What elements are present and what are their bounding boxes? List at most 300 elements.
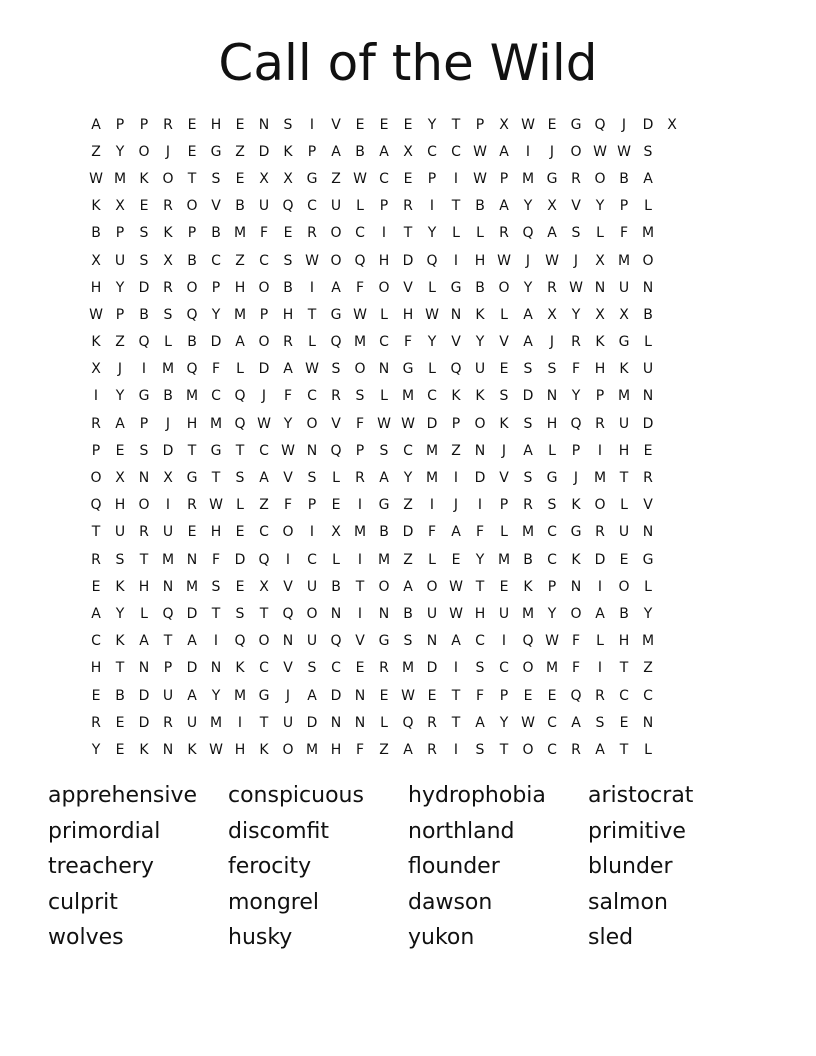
word-list-item: sled xyxy=(588,925,634,950)
grid-row xyxy=(84,600,732,627)
grid-letter: I xyxy=(309,279,315,296)
grid-letter: S xyxy=(283,116,293,133)
grid-letter: Y xyxy=(427,116,437,133)
grid-letter: K xyxy=(139,170,149,187)
grid-letter: B xyxy=(643,306,653,323)
grid-letter: L xyxy=(356,198,364,215)
grid-letter: P xyxy=(211,279,221,296)
grid-letter: B xyxy=(619,170,629,187)
grid-letter: W xyxy=(497,252,511,269)
grid-letter: I xyxy=(501,633,507,650)
grid-letter: N xyxy=(162,741,174,758)
grid-letter: U xyxy=(186,714,198,731)
grid-letter: U xyxy=(498,605,510,622)
grid-row xyxy=(84,329,732,356)
grid-letter: D xyxy=(522,388,534,405)
grid-letter: B xyxy=(91,225,101,242)
grid-letter: R xyxy=(163,714,173,731)
grid-letter: L xyxy=(596,225,604,242)
grid-letter: P xyxy=(187,225,197,242)
grid-letter: I xyxy=(597,442,603,459)
word-list-item: primitive xyxy=(588,818,686,844)
grid-letter: M xyxy=(641,225,655,242)
grid-letter: A xyxy=(571,714,581,731)
grid-letter: E xyxy=(355,660,365,677)
grid-letter: O xyxy=(354,361,366,378)
grid-letter: L xyxy=(500,524,508,541)
grid-letter: W xyxy=(281,442,295,459)
grid-letter: S xyxy=(571,225,581,242)
grid-row xyxy=(84,492,732,519)
grid-letter: J xyxy=(453,497,459,514)
grid-letter: X xyxy=(667,116,677,133)
grid-letter: J xyxy=(573,470,579,487)
grid-letter: B xyxy=(379,524,389,541)
grid-letter: S xyxy=(523,415,533,432)
grid-letter: N xyxy=(546,388,558,405)
grid-letter: E xyxy=(235,578,245,595)
grid-letter: I xyxy=(357,551,363,568)
grid-letter: R xyxy=(163,198,173,215)
grid-letter: S xyxy=(643,143,653,160)
grid-letter: W xyxy=(449,578,463,595)
grid-letter: R xyxy=(571,170,581,187)
grid-letter: I xyxy=(453,170,459,187)
grid-letter: W xyxy=(305,252,319,269)
grid-letter: V xyxy=(355,633,365,650)
grid-letter: Q xyxy=(282,198,294,215)
grid-letter: B xyxy=(187,334,197,351)
grid-letter: D xyxy=(642,415,654,432)
grid-letter: W xyxy=(449,605,463,622)
grid-letter: M xyxy=(377,551,391,568)
grid-letter: B xyxy=(475,198,485,215)
grid-letter: S xyxy=(139,442,149,459)
grid-letter: S xyxy=(403,633,413,650)
grid-letter: X xyxy=(259,170,269,187)
grid-letter: Y xyxy=(115,143,125,160)
grid-letter: Z xyxy=(259,497,269,514)
grid-letter: O xyxy=(258,633,270,650)
grid-letter: M xyxy=(233,225,247,242)
grid-letter: H xyxy=(546,415,558,432)
grid-letter: Y xyxy=(523,198,533,215)
grid-letter: D xyxy=(258,143,270,160)
grid-letter: C xyxy=(259,660,269,677)
grid-letter: T xyxy=(619,741,629,758)
grid-row xyxy=(84,301,732,328)
grid-letter: S xyxy=(139,225,149,242)
grid-letter: O xyxy=(258,279,270,296)
grid-letter: X xyxy=(115,198,125,215)
grid-letter: N xyxy=(642,714,654,731)
grid-letter: E xyxy=(283,225,293,242)
grid-letter: U xyxy=(306,578,318,595)
grid-row xyxy=(84,193,732,220)
grid-letter: Z xyxy=(115,334,125,351)
grid-letter: F xyxy=(403,334,413,351)
word-list-item: primordial xyxy=(48,818,161,844)
grid-letter: B xyxy=(355,143,365,160)
grid-letter: Q xyxy=(282,605,294,622)
grid-letter: F xyxy=(571,361,581,378)
grid-letter: M xyxy=(401,660,415,677)
grid-letter: N xyxy=(330,605,342,622)
grid-letter: E xyxy=(235,116,245,133)
grid-letter: B xyxy=(619,605,629,622)
grid-letter: H xyxy=(210,524,222,541)
grid-letter: A xyxy=(523,306,533,323)
grid-letter: R xyxy=(427,741,437,758)
grid-letter: C xyxy=(619,687,629,704)
grid-letter: O xyxy=(306,605,318,622)
grid-letter: H xyxy=(378,252,390,269)
grid-letter: D xyxy=(162,442,174,459)
grid-letter: Y xyxy=(475,334,485,351)
grid-letter: M xyxy=(521,170,535,187)
grid-letter: U xyxy=(258,198,270,215)
grid-letter: Q xyxy=(186,361,198,378)
grid-letter: N xyxy=(570,578,582,595)
grid-letter: S xyxy=(523,361,533,378)
grid-letter: V xyxy=(499,470,509,487)
grid-letter: C xyxy=(547,551,557,568)
grid-letter: O xyxy=(498,279,510,296)
grid-letter: C xyxy=(355,225,365,242)
grid-letter: M xyxy=(401,388,415,405)
grid-letter: P xyxy=(571,442,581,459)
grid-letter: S xyxy=(523,470,533,487)
grid-letter: M xyxy=(305,741,319,758)
grid-letter: O xyxy=(426,578,438,595)
grid-letter: Q xyxy=(162,605,174,622)
grid-letter: W xyxy=(353,306,367,323)
grid-letter: K xyxy=(523,578,533,595)
grid-letter: A xyxy=(523,334,533,351)
grid-letter: K xyxy=(475,306,485,323)
grid-letter: B xyxy=(403,605,413,622)
grid-letter: O xyxy=(570,605,582,622)
grid-letter: J xyxy=(165,415,171,432)
grid-letter: O xyxy=(594,170,606,187)
word-list-item: blunder xyxy=(588,854,673,879)
grid-row xyxy=(84,220,732,247)
grid-letter: G xyxy=(258,687,270,704)
grid-letter: P xyxy=(451,415,461,432)
grid-letter: K xyxy=(115,578,125,595)
grid-letter: S xyxy=(307,660,317,677)
grid-letter: T xyxy=(91,524,101,541)
grid-letter: I xyxy=(165,497,171,514)
grid-letter: R xyxy=(307,225,317,242)
grid-letter: H xyxy=(90,279,102,296)
grid-letter: N xyxy=(474,442,486,459)
grid-letter: O xyxy=(594,497,606,514)
grid-letter: W xyxy=(569,279,583,296)
grid-letter: H xyxy=(282,306,294,323)
grid-letter: L xyxy=(428,279,436,296)
grid-letter: K xyxy=(139,741,149,758)
grid-letter: F xyxy=(475,524,485,541)
grid-letter: M xyxy=(233,687,247,704)
grid-letter: L xyxy=(596,633,604,650)
grid-letter: N xyxy=(282,633,294,650)
grid-letter: D xyxy=(306,714,318,731)
grid-letter: P xyxy=(499,170,509,187)
grid-letter: Q xyxy=(522,225,534,242)
grid-letter: U xyxy=(426,605,438,622)
grid-letter: H xyxy=(594,361,606,378)
grid-letter: D xyxy=(594,551,606,568)
grid-letter: O xyxy=(282,741,294,758)
grid-letter: A xyxy=(595,741,605,758)
grid-letter: G xyxy=(138,388,150,405)
grid-letter: S xyxy=(211,170,221,187)
grid-letter: Q xyxy=(234,415,246,432)
grid-letter: L xyxy=(236,361,244,378)
grid-letter: I xyxy=(141,361,147,378)
grid-letter: E xyxy=(115,714,125,731)
grid-letter: S xyxy=(163,306,173,323)
grid-letter: C xyxy=(547,524,557,541)
grid-letter: S xyxy=(115,551,125,568)
grid-letter: I xyxy=(453,252,459,269)
grid-letter: S xyxy=(475,660,485,677)
grid-letter: W xyxy=(545,633,559,650)
grid-letter: P xyxy=(307,497,317,514)
grid-row xyxy=(84,464,732,491)
grid-letter: I xyxy=(453,741,459,758)
grid-letter: D xyxy=(426,660,438,677)
grid-letter: A xyxy=(139,633,149,650)
grid-letter: S xyxy=(139,252,149,269)
word-list-item: conspicuous xyxy=(228,783,364,808)
grid-letter: I xyxy=(237,714,243,731)
grid-letter: W xyxy=(401,415,415,432)
grid-letter: L xyxy=(644,334,652,351)
grid-row xyxy=(84,573,732,600)
grid-letter: W xyxy=(257,415,271,432)
grid-letter: K xyxy=(91,334,101,351)
grid-letter: X xyxy=(91,361,101,378)
grid-letter: B xyxy=(283,279,293,296)
word-list-item: mongrel xyxy=(228,889,320,915)
grid-letter: X xyxy=(115,470,125,487)
grid-letter: P xyxy=(499,497,509,514)
grid-letter: M xyxy=(617,388,631,405)
grid-letter: Q xyxy=(570,687,582,704)
grid-letter: T xyxy=(187,442,197,459)
grid-letter: S xyxy=(283,252,293,269)
grid-letter: A xyxy=(403,741,413,758)
grid-letter: X xyxy=(163,252,173,269)
grid-letter: P xyxy=(115,225,125,242)
grid-letter: W xyxy=(401,687,415,704)
grid-letter: X xyxy=(595,252,605,269)
grid-letter: I xyxy=(429,198,435,215)
grid-letter: H xyxy=(474,605,486,622)
grid-letter: Z xyxy=(643,660,653,677)
grid-letter: O xyxy=(138,143,150,160)
grid-row xyxy=(84,628,732,655)
grid-letter: Z xyxy=(235,143,245,160)
grid-letter: I xyxy=(309,116,315,133)
grid-letter: O xyxy=(258,334,270,351)
grid-letter: T xyxy=(619,470,629,487)
grid-letter: O xyxy=(618,578,630,595)
grid-letter: T xyxy=(259,714,269,731)
grid-letter: J xyxy=(117,361,123,378)
grid-letter: Y xyxy=(547,605,557,622)
grid-letter: Q xyxy=(426,252,438,269)
grid-letter: N xyxy=(378,605,390,622)
grid-letter: X xyxy=(259,578,269,595)
grid-letter: T xyxy=(475,578,485,595)
grid-letter: A xyxy=(643,170,653,187)
grid-letter: H xyxy=(138,578,150,595)
grid-letter: R xyxy=(187,497,197,514)
grid-letter: K xyxy=(115,633,125,650)
word-list-item: wolves xyxy=(48,925,124,950)
grid-letter: C xyxy=(499,660,509,677)
grid-letter: G xyxy=(330,306,342,323)
grid-letter: T xyxy=(307,306,317,323)
grid-letter: U xyxy=(282,714,294,731)
grid-letter: P xyxy=(379,198,389,215)
grid-letter: T xyxy=(451,198,461,215)
grid-letter: Y xyxy=(211,687,221,704)
grid-letter: U xyxy=(114,252,126,269)
grid-letter: Q xyxy=(234,633,246,650)
grid-letter: C xyxy=(403,442,413,459)
grid-letter: E xyxy=(187,524,197,541)
grid-letter: U xyxy=(618,415,630,432)
grid-letter: F xyxy=(475,687,485,704)
grid-letter: W xyxy=(209,497,223,514)
grid-letter: A xyxy=(91,605,101,622)
grid-letter: Y xyxy=(571,388,581,405)
grid-letter: M xyxy=(353,524,367,541)
grid-letter: E xyxy=(115,741,125,758)
grid-letter: P xyxy=(547,578,557,595)
grid-letter: K xyxy=(499,415,509,432)
grid-letter: P xyxy=(91,442,101,459)
grid-letter: E xyxy=(379,116,389,133)
grid-letter: E xyxy=(403,170,413,187)
grid-letter: R xyxy=(163,279,173,296)
grid-letter: S xyxy=(475,741,485,758)
word-list-item: dawson xyxy=(408,889,493,915)
grid-letter: O xyxy=(330,252,342,269)
grid-row xyxy=(84,709,732,736)
grid-letter: S xyxy=(499,388,509,405)
grid-letter: B xyxy=(115,687,125,704)
grid-letter: A xyxy=(475,714,485,731)
grid-letter: M xyxy=(593,470,607,487)
grid-letter: R xyxy=(643,470,653,487)
grid-letter: Y xyxy=(571,306,581,323)
grid-letter: V xyxy=(571,198,581,215)
grid-letter: U xyxy=(162,524,174,541)
grid-letter: U xyxy=(114,524,126,541)
grid-letter: M xyxy=(209,415,223,432)
grid-letter: M xyxy=(425,470,439,487)
grid-letter: R xyxy=(547,279,557,296)
grid-letter: Y xyxy=(499,714,509,731)
grid-letter: J xyxy=(549,143,555,160)
grid-letter: G xyxy=(210,143,222,160)
grid-letter: S xyxy=(595,714,605,731)
grid-letter: A xyxy=(499,143,509,160)
grid-letter: Y xyxy=(403,470,413,487)
grid-letter: C xyxy=(379,334,389,351)
grid-row xyxy=(84,383,732,410)
grid-letter: A xyxy=(451,633,461,650)
grid-letter: Q xyxy=(570,415,582,432)
grid-letter: M xyxy=(233,306,247,323)
grid-letter: X xyxy=(619,306,629,323)
grid-letter: Q xyxy=(330,334,342,351)
grid-letter: O xyxy=(330,225,342,242)
grid-letter: G xyxy=(378,497,390,514)
grid-letter: N xyxy=(642,524,654,541)
grid-letter: E xyxy=(379,687,389,704)
grid-letter: M xyxy=(161,551,175,568)
grid-letter: K xyxy=(259,741,269,758)
grid-letter: Z xyxy=(403,497,413,514)
grid-letter: Y xyxy=(115,605,125,622)
grid-letter: P xyxy=(619,198,629,215)
grid-letter: G xyxy=(570,116,582,133)
grid-letter: V xyxy=(331,116,341,133)
grid-letter: N xyxy=(354,687,366,704)
grid-letter: Z xyxy=(379,741,389,758)
grid-letter: N xyxy=(306,442,318,459)
grid-letter: D xyxy=(402,524,414,541)
grid-letter: E xyxy=(499,361,509,378)
grid-letter: B xyxy=(235,198,245,215)
grid-letter: Q xyxy=(138,334,150,351)
grid-letter: Q xyxy=(258,551,270,568)
grid-letter: K xyxy=(163,225,173,242)
grid-letter: K xyxy=(91,198,101,215)
grid-letter: K xyxy=(571,551,581,568)
grid-letter: F xyxy=(355,741,365,758)
grid-letter: N xyxy=(258,116,270,133)
grid-letter: S xyxy=(355,388,365,405)
grid-letter: H xyxy=(234,741,246,758)
grid-letter: N xyxy=(138,470,150,487)
grid-letter: G xyxy=(642,551,654,568)
grid-letter: E xyxy=(235,524,245,541)
grid-letter: Q xyxy=(402,714,414,731)
grid-letter: O xyxy=(282,524,294,541)
grid-letter: F xyxy=(571,660,581,677)
grid-letter: A xyxy=(115,415,125,432)
grid-letter: I xyxy=(309,524,315,541)
grid-letter: D xyxy=(138,714,150,731)
grid-letter: I xyxy=(357,605,363,622)
grid-letter: S xyxy=(235,470,245,487)
grid-letter: G xyxy=(546,470,558,487)
grid-letter: I xyxy=(429,497,435,514)
grid-letter: W xyxy=(425,306,439,323)
grid-letter: N xyxy=(162,578,174,595)
grid-letter: A xyxy=(451,524,461,541)
grid-letter: B xyxy=(139,306,149,323)
word-list-item: ferocity xyxy=(228,854,312,879)
grid-letter: R xyxy=(331,388,341,405)
